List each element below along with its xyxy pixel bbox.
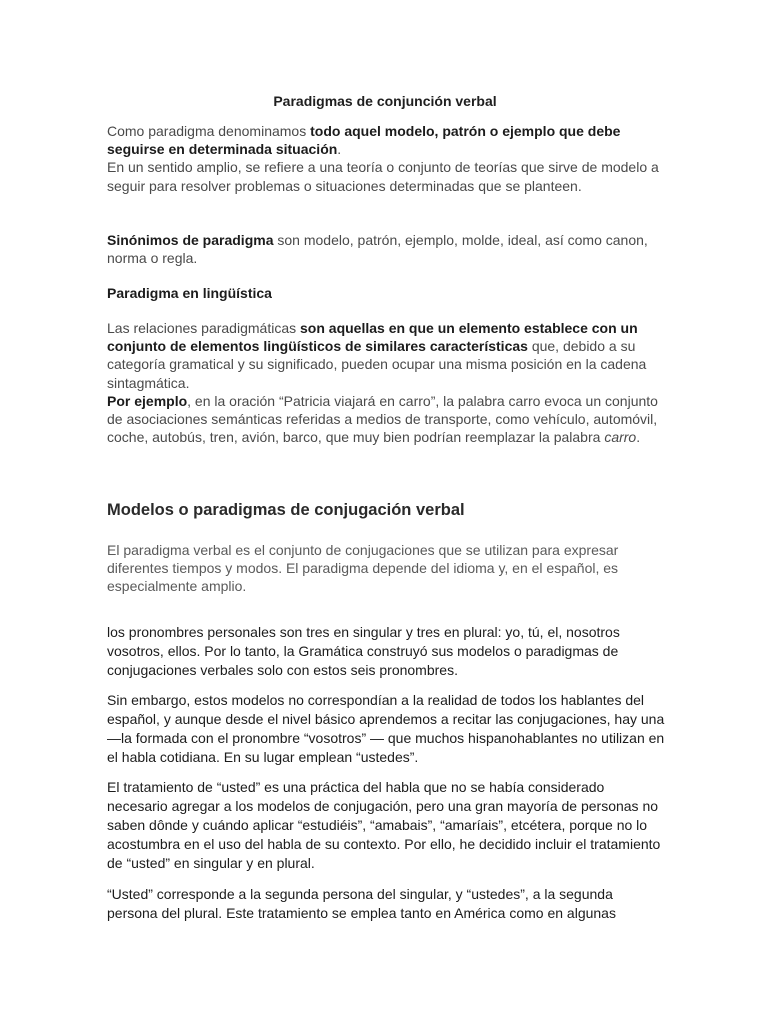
- definition-intro-text: Como paradigma denominamos: [107, 123, 311, 139]
- linguistics-text: que, debido a su categoría gramatical y su significado, pueden ocupar una misma posición en la cadena sintagmática.: [107, 338, 647, 391]
- definition-paragraph: [107, 122, 667, 195]
- example-period: .: [636, 429, 641, 446]
- linguistics-paragraph: [107, 319, 667, 446]
- synonyms-bold-label: Sinónimos de paradigma: [107, 232, 274, 248]
- linguistics-bold-text: son aquellas en que un elemento establece con un conjunto de elementos lingüísticos de similares características: [107, 320, 638, 355]
- definition-period: .: [337, 141, 342, 158]
- usted-definition-paragraph: “Usted” corresponde a la segunda persona del singular, y “ustedes”, a la segunda persona del plural. Este tratamiento se emplea tanto en América como en algunas: [107, 886, 616, 921]
- usted-treatment-paragraph: El tratamiento de “usted” es una práctica del habla que no se había considerado necesario agregar a los modelos de conjugación, pero una gran mayoría de personas no saben dônde y cuándo aplicar “estudiéis”, “amabais”, “amaríais”, etcétera, porque no lo acostumbra en el uso del habla de su contexto. Por ello, he decidido incluir el tratamiento de “usted” en singular y en plural.: [107, 779, 661, 871]
- example-bold-label: Por ejemplo: [107, 392, 188, 409]
- section-heading: Modelos o paradigmas de conjugación verbal: [107, 501, 465, 519]
- example-italic-word: carro: [604, 429, 637, 446]
- vosotros-paragraph: Sin embargo, estos modelos no correspondían a la realidad de todos los hablantes del español, y aunque desde el nivel básico aprendemos a recitar las conjugaciones, hay una —la formada con el pronombre “vosotros” — que muchos hispanohablantes no utilizan en el habla cotidiana. En su lugar emplean “ustedes”.: [107, 692, 665, 765]
- synonyms-paragraph: [107, 231, 667, 267]
- definition-bold-text: todo aquel modelo, patrón o ejemplo que debe seguirse en determinada situación: [107, 123, 621, 158]
- broad-sense-text: En un sentido amplio, se refiere a una teoría o conjunto de teorías que sirve de modelo a seguir para resolver problemas o situaciones determinadas que se planteen.: [107, 159, 659, 194]
- document-title: Paradigmas de conjunción verbal: [273, 93, 497, 109]
- synonyms-text: son modelo, patrón, ejemplo, molde, ideal, así como canon, norma o regla.: [107, 232, 648, 267]
- example-text: , en la oración “Patricia viajará en carro”, la palabra carro evoca un conjunto de asociaciones semánticas referidas a medios de transporte, como vehículo, automóvil, coche, autobús, tren, avión, barco, que muy bien podrían reemplazar la palabra: [107, 392, 658, 446]
- verbal-paradigm-paragraph: El paradigma verbal es el conjunto de conjugaciones que se utilizan para expresar diferentes tiempos y modos. El paradigma depende del idioma y, en el español, es especialmente amplio.: [107, 542, 619, 595]
- linguistics-subheading: Paradigma en lingüística: [107, 285, 272, 301]
- pronouns-paragraph: los pronombres personales son tres en singular y tres en plural: yo, tú, el, nosotros vosotros, ellos. Por lo tanto, la Gramática construyó sus modelos o paradigmas de conjugaciones verbales solo con estos seis pronombres.: [107, 624, 620, 678]
- linguistics-intro-text: Las relaciones paradigmáticas: [107, 320, 300, 336]
